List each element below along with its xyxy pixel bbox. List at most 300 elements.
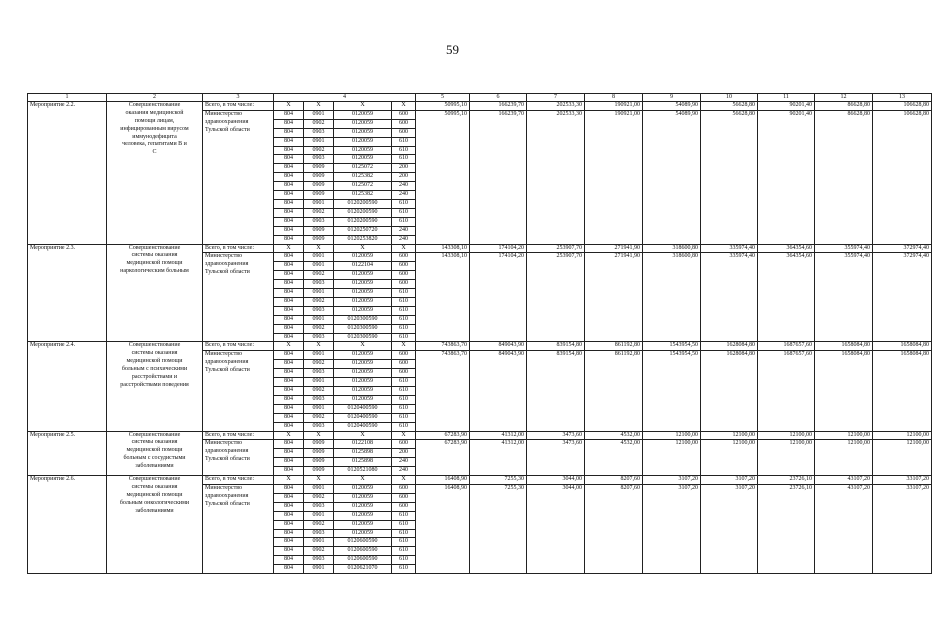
header-cell: 6 xyxy=(470,94,527,102)
budget-code: 804 xyxy=(274,262,304,271)
ministry-name xyxy=(203,484,274,573)
ministry-value: 3473,60 xyxy=(527,440,585,476)
total-value: 12100,00 xyxy=(815,431,873,440)
budget-code: 610 xyxy=(392,511,416,520)
table-body xyxy=(28,94,932,574)
activity-description xyxy=(107,431,203,476)
budget-code: 610 xyxy=(392,306,416,315)
budget-code: 0903 xyxy=(304,369,334,378)
budget-code: 610 xyxy=(392,217,416,226)
budget-code: 610 xyxy=(392,395,416,404)
budget-code: 0120200590 xyxy=(334,217,392,226)
budget-code: 804 xyxy=(274,458,304,467)
budget-code: 610 xyxy=(392,538,416,547)
budget-code: 610 xyxy=(392,565,416,574)
budget-code: 240 xyxy=(392,235,416,244)
total-value: 318600,80 xyxy=(643,244,701,253)
budget-code: 804 xyxy=(274,306,304,315)
budget-code: 0902 xyxy=(304,547,334,556)
ministry-name xyxy=(203,351,274,431)
budget-code: 804 xyxy=(274,404,304,413)
budget-code: 0901 xyxy=(304,315,334,324)
ministry-value: 143308,10 xyxy=(416,253,470,342)
ministry-line: Министерство xyxy=(205,440,242,447)
budget-code: 804 xyxy=(274,387,304,396)
budget-code: 610 xyxy=(392,520,416,529)
budget-code: 0903 xyxy=(304,529,334,538)
budget-code: 0902 xyxy=(304,324,334,333)
budget-code: 0902 xyxy=(304,413,334,422)
ministry-line: здравоохранения xyxy=(205,359,249,366)
budget-code: 0120059 xyxy=(334,289,392,298)
header-cell: 8 xyxy=(585,94,643,102)
budget-code: 240 xyxy=(392,182,416,191)
budget-code: 0909 xyxy=(304,164,334,173)
budget-code: 610 xyxy=(392,289,416,298)
budget-code: 804 xyxy=(274,235,304,244)
budget-code: 0903 xyxy=(304,502,334,511)
total-value: 86628,80 xyxy=(815,102,873,111)
description-line: системы оказания xyxy=(131,483,178,490)
ministry-value: 12100,00 xyxy=(815,440,873,476)
ministry-value: 56628,80 xyxy=(701,110,758,244)
budget-code: 600 xyxy=(392,119,416,128)
activity-description xyxy=(107,342,203,431)
budget-code: 610 xyxy=(392,556,416,565)
budget-code: 240 xyxy=(392,467,416,476)
budget-code: 804 xyxy=(274,137,304,146)
description-line: иммунодефицита xyxy=(132,133,177,140)
total-value: 12100,00 xyxy=(701,431,758,440)
budget-code: 804 xyxy=(274,502,304,511)
activity-name: Мероприятие 2.6. xyxy=(28,476,107,574)
budget-code: 610 xyxy=(392,413,416,422)
ministry-value: 43107,20 xyxy=(815,484,873,573)
x-mark: X xyxy=(304,431,334,440)
budget-code: 0120059 xyxy=(334,395,392,404)
budget-code: 0901 xyxy=(304,511,334,520)
budget-code: 0902 xyxy=(304,271,334,280)
ministry-value: 8207,60 xyxy=(585,484,643,573)
total-value: 3044,00 xyxy=(527,476,585,485)
total-value: 12100,00 xyxy=(758,431,815,440)
budget-code: 600 xyxy=(392,262,416,271)
total-value: 43107,20 xyxy=(815,476,873,485)
total-value: 3107,20 xyxy=(643,476,701,485)
ministry-line: здравоохранения xyxy=(205,118,249,125)
budget-code: 804 xyxy=(274,538,304,547)
description-line: Совершенствование xyxy=(128,244,181,251)
budget-code: 0909 xyxy=(304,467,334,476)
budget-code: 0903 xyxy=(304,556,334,565)
ministry-value: 33107,20 xyxy=(873,484,932,573)
budget-code: 0122104 xyxy=(334,262,392,271)
description-line: системы оказания xyxy=(131,350,178,357)
budget-code: 600 xyxy=(392,484,416,493)
budget-code: 0903 xyxy=(304,155,334,164)
budget-code: 0901 xyxy=(304,484,334,493)
ministry-value: 839154,80 xyxy=(527,351,585,431)
ministry-value: 86628,80 xyxy=(815,110,873,244)
budget-code: 0903 xyxy=(304,333,334,342)
total-label: Всего, в том числе: xyxy=(203,431,274,440)
total-value: 106628,80 xyxy=(873,102,932,111)
description-line: Совершенствование xyxy=(128,431,181,438)
total-value: 143308,10 xyxy=(416,244,470,253)
ministry-line: здравоохранения xyxy=(205,448,249,455)
total-value: 743863,70 xyxy=(416,342,470,351)
x-mark: X xyxy=(304,476,334,485)
description-line: медицинской помощи xyxy=(126,491,183,498)
budget-code: 0120059 xyxy=(334,520,392,529)
ministry-value: 41312,00 xyxy=(470,440,527,476)
header-cell: 1 xyxy=(28,94,107,102)
budget-code: 610 xyxy=(392,529,416,538)
ministry-value: 12100,00 xyxy=(701,440,758,476)
x-mark: X xyxy=(274,342,304,351)
ministry-value: 1658084,80 xyxy=(815,351,873,431)
budget-code: 0120059 xyxy=(334,155,392,164)
budget-code: 0120200590 xyxy=(334,208,392,217)
total-value: 12100,00 xyxy=(873,431,932,440)
ministry-value: 54089,90 xyxy=(643,110,701,244)
ministry-value: 12100,00 xyxy=(643,440,701,476)
budget-code: 804 xyxy=(274,297,304,306)
description-line: Совершенствование xyxy=(128,342,181,349)
ministry-value: 106628,80 xyxy=(873,110,932,244)
budget-code: 0902 xyxy=(304,520,334,529)
ministry-value: 1658084,80 xyxy=(873,351,932,431)
budget-code: 0903 xyxy=(304,422,334,431)
ministry-value: 253907,70 xyxy=(527,253,585,342)
budget-code: 0120400590 xyxy=(334,404,392,413)
budget-code: 610 xyxy=(392,324,416,333)
budget-code: 0901 xyxy=(304,289,334,298)
budget-code: 0120059 xyxy=(334,484,392,493)
ministry-value: 23726,10 xyxy=(758,484,815,573)
budget-code: 0120059 xyxy=(334,146,392,155)
ministry-value: 743863,70 xyxy=(416,351,470,431)
budget-code: 0120059 xyxy=(334,253,392,262)
budget-code: 600 xyxy=(392,351,416,360)
total-value: 355974,40 xyxy=(815,244,873,253)
x-mark: X xyxy=(334,476,392,485)
budget-code: 0120600590 xyxy=(334,547,392,556)
total-value: 33107,20 xyxy=(873,476,932,485)
ministry-value: 67283,90 xyxy=(416,440,470,476)
description-line: больным с психическими xyxy=(121,366,188,373)
budget-code: 600 xyxy=(392,502,416,511)
budget-table xyxy=(27,93,932,574)
budget-code: 0903 xyxy=(304,306,334,315)
budget-code: 0902 xyxy=(304,360,334,369)
activity-total-row xyxy=(28,476,932,485)
total-value: 56628,80 xyxy=(701,102,758,111)
total-label: Всего, в том числе: xyxy=(203,102,274,111)
budget-code: 600 xyxy=(392,280,416,289)
budget-code: 0903 xyxy=(304,280,334,289)
budget-code: 0120400590 xyxy=(334,413,392,422)
total-value: 849043,90 xyxy=(470,342,527,351)
description-line: оказания медицинской xyxy=(125,109,184,116)
ministry-name xyxy=(203,440,274,476)
budget-code: 0120059 xyxy=(334,119,392,128)
activity-total-row xyxy=(28,102,932,111)
x-mark: X xyxy=(334,244,392,253)
budget-code: 804 xyxy=(274,289,304,298)
budget-code: 0901 xyxy=(304,199,334,208)
budget-code: 0125072 xyxy=(334,182,392,191)
total-value: 1687657,60 xyxy=(758,342,815,351)
ministry-value: 12100,00 xyxy=(758,440,815,476)
activity-description xyxy=(107,244,203,342)
ministry-value: 174104,20 xyxy=(470,253,527,342)
budget-code: 804 xyxy=(274,217,304,226)
budget-code: 804 xyxy=(274,164,304,173)
ministry-value: 364354,60 xyxy=(758,253,815,342)
ministry-line: Тульской области xyxy=(205,456,250,463)
header-row xyxy=(28,94,932,102)
budget-code: 610 xyxy=(392,146,416,155)
ministry-value: 372974,40 xyxy=(873,253,932,342)
total-value: 16408,90 xyxy=(416,476,470,485)
total-value: 1628084,80 xyxy=(701,342,758,351)
budget-code: 0120059 xyxy=(334,360,392,369)
budget-code: 0120400590 xyxy=(334,422,392,431)
description-line: расстройствами поведения xyxy=(120,381,189,388)
ministry-value: 335974,40 xyxy=(701,253,758,342)
description-line: расстройствами и xyxy=(131,374,178,381)
budget-code: 0120059 xyxy=(334,378,392,387)
budget-code: 0902 xyxy=(304,208,334,217)
budget-code: 804 xyxy=(274,378,304,387)
budget-code: 240 xyxy=(392,191,416,200)
budget-code: 0909 xyxy=(304,182,334,191)
budget-code: 610 xyxy=(392,333,416,342)
budget-code: 804 xyxy=(274,529,304,538)
ministry-value: 4532,00 xyxy=(585,440,643,476)
budget-code: 804 xyxy=(274,511,304,520)
budget-code: 0120300590 xyxy=(334,315,392,324)
total-value: 1658084,80 xyxy=(873,342,932,351)
budget-code: 610 xyxy=(392,547,416,556)
budget-code: 0902 xyxy=(304,297,334,306)
total-value: 4532,00 xyxy=(585,431,643,440)
budget-code: 600 xyxy=(392,110,416,119)
ministry-line: Министерство xyxy=(205,253,242,260)
budget-code: 804 xyxy=(274,556,304,565)
header-cell: 7 xyxy=(527,94,585,102)
x-mark: X xyxy=(274,244,304,253)
budget-code: 804 xyxy=(274,110,304,119)
ministry-value: 90201,40 xyxy=(758,110,815,244)
budget-code: 804 xyxy=(274,191,304,200)
total-value: 3107,20 xyxy=(701,476,758,485)
ministry-line: здравоохранения xyxy=(205,492,249,499)
budget-code: 240 xyxy=(392,226,416,235)
budget-code: 0120059 xyxy=(334,110,392,119)
activity-description xyxy=(107,102,203,245)
budget-code: 610 xyxy=(392,378,416,387)
description-line: помощи лицам, xyxy=(134,117,175,124)
budget-code: 0901 xyxy=(304,404,334,413)
x-mark: X xyxy=(392,342,416,351)
activity-total-row xyxy=(28,342,932,351)
budget-code: 0909 xyxy=(304,440,334,449)
budget-code: 0120059 xyxy=(334,306,392,315)
budget-code: 0125898 xyxy=(334,458,392,467)
description-line: системы оказания xyxy=(131,252,178,259)
budget-code: 610 xyxy=(392,404,416,413)
header-cell: 10 xyxy=(701,94,758,102)
total-value: 839154,80 xyxy=(527,342,585,351)
budget-code: 600 xyxy=(392,369,416,378)
description-line: Совершенствование xyxy=(128,102,181,108)
budget-code: 0901 xyxy=(304,253,334,262)
budget-code: 0909 xyxy=(304,449,334,458)
activity-name: Мероприятие 2.2. xyxy=(28,102,107,245)
budget-code: 610 xyxy=(392,155,416,164)
ministry-value: 1543954,50 xyxy=(643,351,701,431)
ministry-value: 1687657,60 xyxy=(758,351,815,431)
description-line: системы оказания xyxy=(131,439,178,446)
ministry-value: 271941,90 xyxy=(585,253,643,342)
budget-code: 200 xyxy=(392,173,416,182)
ministry-value: 849043,90 xyxy=(470,351,527,431)
total-value: 1658084,80 xyxy=(815,342,873,351)
activity-total-row xyxy=(28,244,932,253)
budget-code: 600 xyxy=(392,271,416,280)
description-line: медицинской помощи xyxy=(126,447,183,454)
budget-code: 804 xyxy=(274,449,304,458)
ministry-value: 318600,80 xyxy=(643,253,701,342)
activity-name: Мероприятие 2.5. xyxy=(28,431,107,476)
budget-code: 0120059 xyxy=(334,387,392,396)
budget-code: 804 xyxy=(274,208,304,217)
total-value: 202533,30 xyxy=(527,102,585,111)
ministry-value: 3107,20 xyxy=(643,484,701,573)
budget-code: 610 xyxy=(392,208,416,217)
ministry-name xyxy=(203,253,274,342)
x-mark: X xyxy=(334,102,392,111)
budget-code: 804 xyxy=(274,128,304,137)
ministry-value: 3107,20 xyxy=(701,484,758,573)
header-cell: 11 xyxy=(758,94,815,102)
total-label: Всего, в том числе: xyxy=(203,244,274,253)
budget-code: 610 xyxy=(392,387,416,396)
total-value: 8207,60 xyxy=(585,476,643,485)
total-value: 174104,20 xyxy=(470,244,527,253)
budget-code: 0120300590 xyxy=(334,333,392,342)
budget-code: 804 xyxy=(274,253,304,262)
budget-code: 0901 xyxy=(304,538,334,547)
total-value: 23726,10 xyxy=(758,476,815,485)
total-value: 372974,40 xyxy=(873,244,932,253)
total-value: 253907,70 xyxy=(527,244,585,253)
budget-code: 804 xyxy=(274,182,304,191)
ministry-line: Тульской области xyxy=(205,269,250,276)
budget-code: 0120059 xyxy=(334,137,392,146)
budget-code: 0901 xyxy=(304,351,334,360)
budget-code: 0902 xyxy=(304,493,334,502)
budget-code: 0120200590 xyxy=(334,199,392,208)
budget-code: 0902 xyxy=(304,119,334,128)
budget-code: 240 xyxy=(392,458,416,467)
budget-code: 0901 xyxy=(304,110,334,119)
budget-code: 804 xyxy=(274,155,304,164)
budget-code: 804 xyxy=(274,226,304,235)
ministry-line: Тульской области xyxy=(205,367,250,374)
budget-code: 804 xyxy=(274,467,304,476)
description-line: медицинской помощи xyxy=(126,260,183,267)
budget-code: 200 xyxy=(392,164,416,173)
total-value: 1543954,50 xyxy=(643,342,701,351)
budget-code: 600 xyxy=(392,360,416,369)
budget-code: 0120059 xyxy=(334,280,392,289)
budget-code: 0909 xyxy=(304,235,334,244)
budget-code: 804 xyxy=(274,369,304,378)
x-mark: X xyxy=(334,342,392,351)
budget-code: 0909 xyxy=(304,173,334,182)
x-mark: X xyxy=(274,476,304,485)
budget-code: 804 xyxy=(274,280,304,289)
x-mark: X xyxy=(274,102,304,111)
budget-code: 804 xyxy=(274,413,304,422)
budget-code: 804 xyxy=(274,146,304,155)
budget-code: 0120059 xyxy=(334,493,392,502)
budget-code: 610 xyxy=(392,297,416,306)
budget-code: 610 xyxy=(392,315,416,324)
header-cell: 12 xyxy=(815,94,873,102)
ministry-value: 12100,00 xyxy=(873,440,932,476)
total-label: Всего, в том числе: xyxy=(203,342,274,351)
ministry-name xyxy=(203,110,274,244)
budget-code: 0120059 xyxy=(334,351,392,360)
total-value: 166239,70 xyxy=(470,102,527,111)
budget-code: 0903 xyxy=(304,395,334,404)
budget-code: 610 xyxy=(392,422,416,431)
total-label: Всего, в том числе: xyxy=(203,476,274,485)
ministry-value: 16408,90 xyxy=(416,484,470,573)
budget-code: 0903 xyxy=(304,217,334,226)
budget-code: 804 xyxy=(274,520,304,529)
budget-code: 804 xyxy=(274,484,304,493)
budget-code: 0125898 xyxy=(334,449,392,458)
total-value: 271941,90 xyxy=(585,244,643,253)
budget-code: 0909 xyxy=(304,458,334,467)
budget-code: 600 xyxy=(392,493,416,502)
ministry-value: 7255,30 xyxy=(470,484,527,573)
total-value: 54089,90 xyxy=(643,102,701,111)
budget-code: 0902 xyxy=(304,387,334,396)
ministry-line: Тульской области xyxy=(205,500,250,507)
total-value: 12100,00 xyxy=(643,431,701,440)
x-mark: X xyxy=(392,476,416,485)
header-cell: 4 xyxy=(274,94,416,102)
budget-code: 0901 xyxy=(304,565,334,574)
description-line: инфицированным вирусом xyxy=(120,125,189,132)
ministry-value: 166239,70 xyxy=(470,110,527,244)
budget-code: 804 xyxy=(274,440,304,449)
budget-code: 0120253820 xyxy=(334,235,392,244)
budget-code: 0901 xyxy=(304,378,334,387)
budget-code: 0120621070 xyxy=(334,565,392,574)
budget-code: 0120600590 xyxy=(334,538,392,547)
budget-code: 804 xyxy=(274,315,304,324)
budget-code: 0120059 xyxy=(334,502,392,511)
budget-code: 804 xyxy=(274,422,304,431)
budget-code: 0125072 xyxy=(334,164,392,173)
